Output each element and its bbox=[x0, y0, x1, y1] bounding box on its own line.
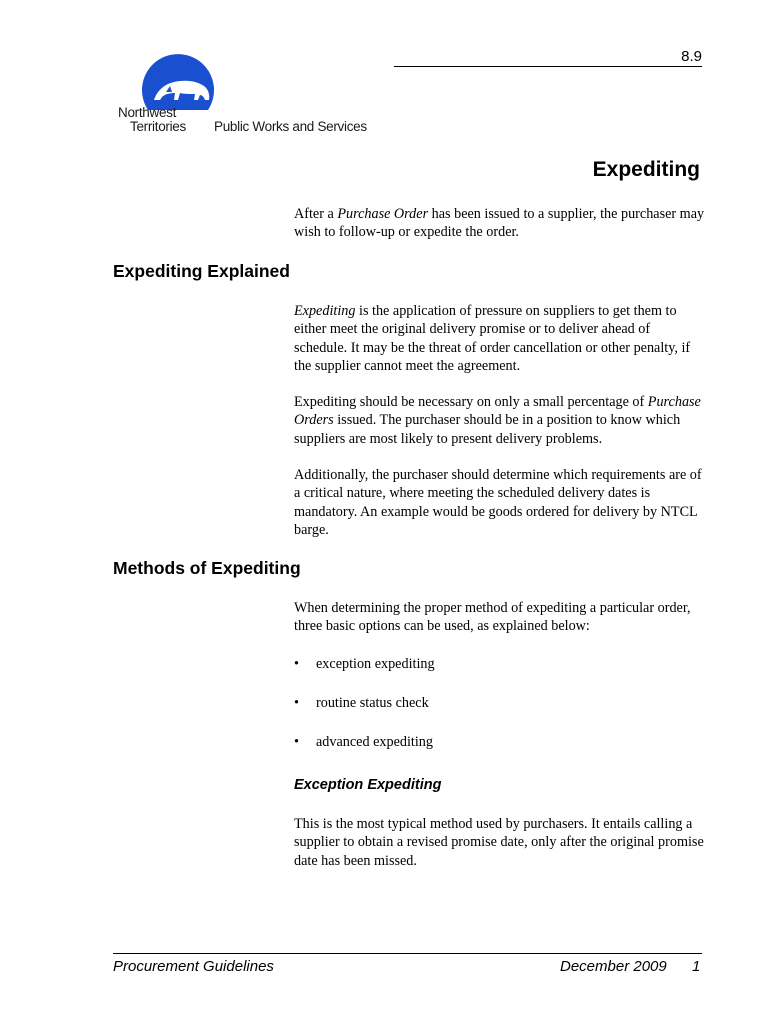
expediting-term: Expediting bbox=[294, 303, 356, 319]
purchase-orders-term: Purchase Orders bbox=[294, 394, 701, 429]
purchase-order-term: Purchase Order bbox=[337, 206, 429, 222]
heading-expediting-explained: Expediting Explained bbox=[113, 261, 290, 281]
paragraph-expediting-necessity: Expediting should be necessary on only a small percentage of Purchase Orders issued. The purchaser should be in a position to know which suppliers are most likely to present delivery problems. bbox=[294, 394, 701, 447]
bullet-icon: • bbox=[294, 734, 299, 750]
paragraph-exception-expediting: This is the most typical method used by purchasers. It entails calling a supplier to obtain a revised promise date, only after the original promise date has been missed. bbox=[294, 816, 704, 869]
section-number: 8.9 bbox=[681, 48, 702, 65]
header-rule bbox=[394, 66, 702, 67]
footer-document-title: Procurement Guidelines bbox=[113, 958, 274, 975]
gnwt-logo bbox=[118, 48, 398, 140]
paragraph-methods-intro: When determining the proper method of expediting a particular order, three basic options can be used, as explained below: bbox=[294, 600, 691, 635]
bullet-icon: • bbox=[294, 656, 299, 672]
footer-page-number: 1 bbox=[692, 958, 701, 975]
heading-methods-of-expediting: Methods of Expediting bbox=[113, 558, 301, 578]
list-item: • routine status check bbox=[294, 695, 429, 711]
paragraph-critical-requirements: Additionally, the purchaser should determine which requirements are of a critical nature, where meeting the scheduled delivery dates is mandatory. An example would be goods ordered for delivery by NTCL barge. bbox=[294, 467, 702, 538]
logo-text-line2: Territories bbox=[130, 119, 186, 134]
list-item: • advanced expediting bbox=[294, 734, 433, 750]
page-title: Expediting bbox=[592, 158, 700, 181]
paragraph-expediting-definition: Expediting is the application of pressure on suppliers to get them to either meet the original delivery promise or to deliver ahead of schedule. It may be the threat of order cancellation or other penalty, if the supplier cannot meet the agreement. bbox=[294, 303, 691, 374]
list-item: • exception expediting bbox=[294, 656, 435, 672]
subheading-exception-expediting: Exception Expediting bbox=[294, 777, 442, 793]
footer-date: December 2009 bbox=[560, 958, 667, 975]
logo-text-line1: Northwest bbox=[118, 105, 177, 120]
footer-rule bbox=[113, 953, 702, 954]
intro-paragraph: After a Purchase Order has been issued to a supplier, the purchaser may wish to follow-up or expedite the order. bbox=[294, 206, 705, 241]
logo-department: Public Works and Services bbox=[214, 119, 367, 134]
bullet-icon: • bbox=[294, 695, 299, 711]
